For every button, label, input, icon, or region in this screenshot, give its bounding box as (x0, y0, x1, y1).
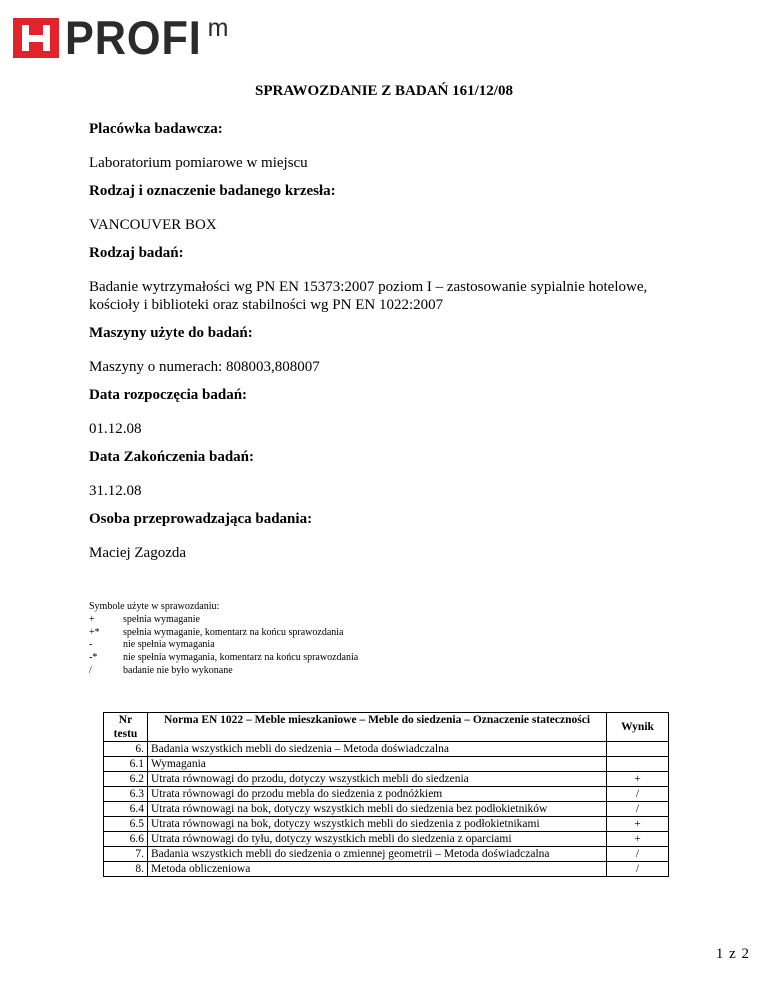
table-row (104, 787, 669, 802)
section-value: 01.12.08 (89, 421, 142, 437)
cell-nr: 6.5 (104, 817, 148, 832)
table-row (104, 847, 669, 862)
cell-nr: 7. (104, 847, 148, 862)
cell-nr: 6.4 (104, 802, 148, 817)
cell-result: + (607, 817, 669, 832)
section-label: Maszyny użyte do badań: (89, 325, 253, 341)
cell-desc: Utrata równowagi do przodu mebla do siedzenia z podnóżkiem (148, 787, 607, 802)
cell-result: + (607, 772, 669, 787)
table-row (104, 757, 669, 772)
cell-result: / (607, 847, 669, 862)
symbol-desc: spełnia wymaganie, komentarz na końcu sprawozdania (123, 626, 344, 638)
results-table (103, 712, 669, 877)
logo-superscript: m (207, 14, 229, 42)
symbol-key: + (89, 613, 95, 625)
section-value: Maciej Zagozda (89, 545, 187, 561)
symbol-row (89, 652, 358, 665)
cell-desc: Badania wszystkich mebli do siedzenia o zmiennej geometrii – Metoda doświadczalna (148, 847, 607, 862)
section-value: Maszyny o numerach: 808003,808007 (89, 359, 320, 375)
col-header-result: Wynik (607, 713, 669, 742)
report-details (89, 120, 689, 572)
col-header-norm: Norma EN 1022 – Meble mieszkaniowe – Meble do siedzenia – Oznaczenie stateczności (148, 713, 607, 742)
cell-result: / (607, 802, 669, 817)
section-value-line: kościoły i biblioteki oraz stabilności wg PN EN 1022:2007 (89, 297, 444, 313)
cell-nr: 6.3 (104, 787, 148, 802)
symbol-desc: nie spełnia wymagania, komentarz na końcu sprawozdania (123, 652, 359, 664)
section-label: Data Zakończenia badań: (89, 449, 255, 465)
section-value-line: Badanie wytrzymałości wg PN EN 15373:2007 poziom I – zastosowanie sypialnie hotelowe, (89, 279, 648, 295)
symbols-title: Symbole użyte w sprawozdaniu: (89, 601, 220, 612)
cell-desc: Metoda obliczeniowa (148, 862, 607, 877)
symbol-row (89, 614, 358, 627)
section-label: Data rozpoczęcia badań: (89, 387, 248, 403)
logo-text: PROFI (65, 11, 202, 64)
logo (13, 11, 229, 64)
cell-desc: Badania wszystkich mebli do siedzenia – Metoda doświadczalna (148, 742, 607, 757)
cell-nr: 6.1 (104, 757, 148, 772)
profim-logo-icon (13, 18, 59, 58)
section-machines (89, 324, 689, 376)
col-header-nr (104, 713, 148, 742)
section-label: Placówka badawcza: (89, 121, 223, 137)
symbol-desc: badanie nie było wykonane (123, 664, 233, 676)
section-label: Osoba przeprowadzająca badania: (89, 511, 313, 527)
cell-result: / (607, 862, 669, 877)
symbol-row (89, 627, 358, 640)
col-header-nr-line: Nr (118, 714, 133, 726)
cell-desc: Utrata równowagi do tyłu, dotyczy wszystkich mebli do siedzenia z oparciami (148, 832, 607, 847)
cell-result (607, 742, 669, 757)
symbol-row (89, 665, 358, 678)
table-row (104, 832, 669, 847)
cell-nr: 8. (104, 862, 148, 877)
symbol-row (89, 639, 358, 652)
cell-result: + (607, 832, 669, 847)
table-row (104, 802, 669, 817)
cell-nr: 6. (104, 742, 148, 757)
cell-desc: Utrata równowagi na bok, dotyczy wszystkich mebli do siedzenia bez podłokietników (148, 802, 607, 817)
cell-desc: Utrata równowagi na bok, dotyczy wszystkich mebli do siedzenia z podłokietnikami (148, 817, 607, 832)
cell-desc: Wymagania (148, 757, 607, 772)
table-row (104, 772, 669, 787)
symbol-key: / (89, 664, 92, 676)
section-lab (89, 120, 689, 172)
section-tester (89, 510, 689, 562)
section-value: 31.12.08 (89, 483, 142, 499)
report-title: SPRAWOZDANIE Z BADAŃ 161/12/08 (255, 83, 513, 99)
table-row (104, 817, 669, 832)
section-test-type (89, 244, 689, 314)
col-header-nr-line: testu (113, 728, 138, 740)
cell-nr: 6.6 (104, 832, 148, 847)
table-header-row (104, 713, 669, 742)
cell-result: / (607, 787, 669, 802)
cell-desc: Utrata równowagi do przodu, dotyczy wszystkich mebli do siedzenia (148, 772, 607, 787)
symbol-key: - (89, 639, 93, 651)
section-label: Rodzaj badań: (89, 245, 184, 261)
symbol-key: +* (89, 626, 100, 638)
table-row (104, 742, 669, 757)
section-label: Rodzaj i oznaczenie badanego krzesła: (89, 183, 336, 199)
cell-result (607, 757, 669, 772)
page-number: 1 z 2 (715, 946, 750, 962)
section-value: VANCOUVER BOX (89, 217, 217, 233)
symbol-key: -* (89, 652, 98, 664)
section-start-date (89, 386, 689, 438)
table-row (104, 862, 669, 877)
symbol-desc: nie spełnia wymagania (123, 639, 215, 651)
symbols-legend (89, 601, 358, 678)
cell-nr: 6.2 (104, 772, 148, 787)
section-end-date (89, 448, 689, 500)
section-chair (89, 182, 689, 234)
section-value: Laboratorium pomiarowe w miejscu (89, 155, 308, 171)
symbol-desc: spełnia wymaganie (123, 613, 200, 625)
